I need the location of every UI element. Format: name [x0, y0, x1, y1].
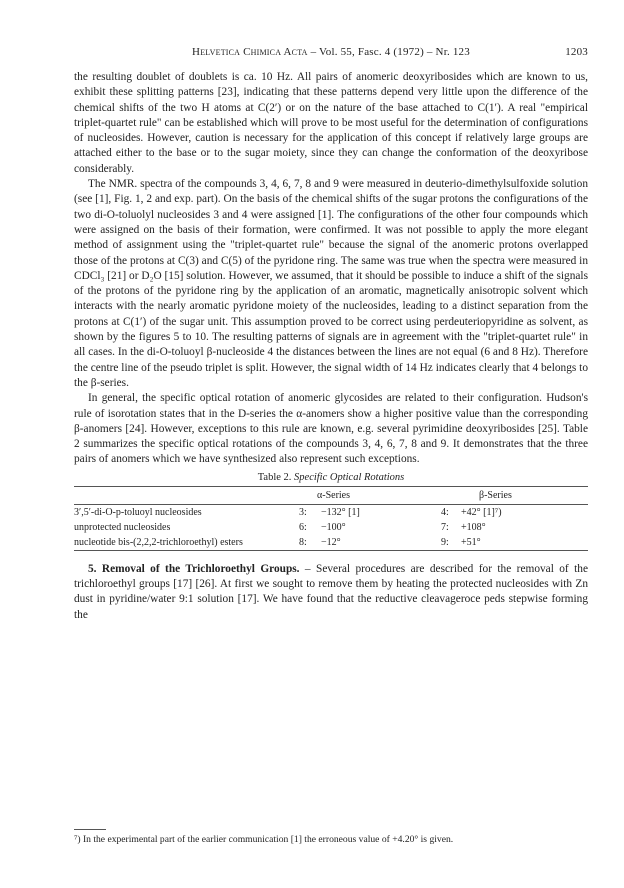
journal-volume: – Vol. 55, Fasc. 4 (1972) – Nr. 123 [307, 46, 470, 58]
alpha-value: −132° [1] [321, 506, 360, 518]
table-row [74, 535, 588, 551]
alpha-compound: 3: [299, 506, 307, 518]
table-header-row [74, 486, 588, 504]
row-label: 3′,5′-di-O-p-toluoyl nucleosides [74, 506, 202, 518]
table-header-alpha: α-Series [299, 486, 441, 504]
table-header-beta: β-Series [441, 486, 588, 504]
alpha-value: −100° [321, 521, 346, 533]
row-label: nucleotide bis-(2,2,2-trichloroethyl) esters [74, 535, 299, 551]
beta-compound: 7: [441, 521, 449, 533]
optical-rotation-table [74, 486, 588, 551]
footnote-divider [74, 829, 106, 830]
table-row [74, 504, 588, 520]
beta-compound: 9: [441, 535, 461, 551]
page-number: 1203 [565, 46, 588, 58]
paragraph: In general, the specific optical rotation of anomeric glycosides are related to their configuration. Hudson's rule of isorotation states that in the D-series the α-anomers show a higher positive value than the corresponding β-anomers [24]. However, exceptions to this rule are known, e.g. several pyrimidine deoxyribosides [25]. Table 2 summarizes the specific optical rotations of the compounds 3, 4, 6, 7, 8 and 9. It demonstrates that the three pairs of anomers which we have synthesized also represent such exceptions. [74, 392, 588, 466]
section-paragraph [74, 562, 588, 623]
table-caption-title: Specific Optical Rotations [294, 471, 405, 483]
running-header [74, 46, 588, 62]
beta-value: +51° [461, 535, 588, 551]
beta-compound: 4: [441, 506, 449, 518]
table-row [74, 520, 588, 535]
footnote: ⁷) In the experimental part of the earlier communication [1] the erroneous value of +4.20° is given. [74, 834, 454, 845]
body-text [74, 70, 588, 623]
table-caption [74, 470, 588, 485]
journal-name: Helvetica Chimica Acta [192, 46, 308, 58]
alpha-compound: 6: [299, 521, 307, 533]
alpha-value: −12° [321, 535, 441, 551]
beta-value: +42° [1]⁷) [461, 506, 502, 518]
row-label: unprotected nucleosides [74, 521, 171, 533]
section-heading: 5. Removal of the Trichloroethyl Groups. [88, 562, 300, 575]
paragraph: The NMR. spectra of the compounds 3, 4, 6, 7, 8 and 9 were measured in deuterio-dimethylsulfoxide solution (see [1], Fig. 1, 2 and exp. part). On the basis of the chemical shifts of the sugar protons the configurations of the two di-O-toluolyl nucleosides 3 and 4 were assigned [1]. The configurations of the other four compounds which were assigned on the basis of their formation, were confirmed. It was not possible to apply the more elegant method of assignment using the "triplet-quartet rule" because the signal of the anomeric protons overlapped those of the protons at C(3) and C(5) of the pyridone ring. The same was true when the spectra were measured in CDCl₃ [21] or D₂O [15] solution. However, we assumed, that it should be possible to induce a shift of the signals of the protons of the pyridone ring by the application of an aromatic, magnetically anisotropic solvent which interacts with the nearly aromatic pyridone moiety of the nucleosides, leading to a distinct separation from the protons at C(1′) of the sugar unit. This assumption proved to be correct using perdeuteriopyridine as solvent, as shown by the figures 5 to 10. The resulting patterns of signals are in agreement with the "triplet-quartet rule" in all cases. In the di-O-toluoyl β-nucleoside 4 the distances between the lines are not equal (6 and 8 Hz). Therefore the centre line of the pseudo triplet is split. However, the signal width of 14 Hz indicates clearly that 4 belongs to the β-series. [74, 178, 588, 389]
paragraph: the resulting doublet of doublets is ca. 10 Hz. All pairs of anomeric deoxyribosides which are known to us, exhibit these splitting patterns [23], indicating that these patterns depend very little upon the difference of the chemical shifts of the two H atoms at C(2′) or on the nature of the base attached to C(1′). A real "empirical triplet-quartet rule" can be established which will prove to be most useful for the determination of configurations of nucleosides. However, caution is necessary for the application of this concept if relatively large groups are attached either to the base or to the sugar moiety, since they can change the conformation of the deoxyribose considerably. [74, 71, 588, 175]
table-caption-prefix: Table 2. [257, 471, 295, 483]
table-header-empty [74, 486, 299, 504]
journal-citation [74, 46, 588, 58]
section-text: – Several procedures are described for the removal of the trichloroethyl groups [17] [26]. At first we sought to remove them by heating the protected nucleosides with Zn dust in pyridine/water 9:1 solution [17]. We have found that the reductive cleavageroce peds stepwise forming the [74, 562, 588, 621]
alpha-compound: 8: [299, 535, 321, 551]
beta-value: +108° [461, 521, 486, 533]
